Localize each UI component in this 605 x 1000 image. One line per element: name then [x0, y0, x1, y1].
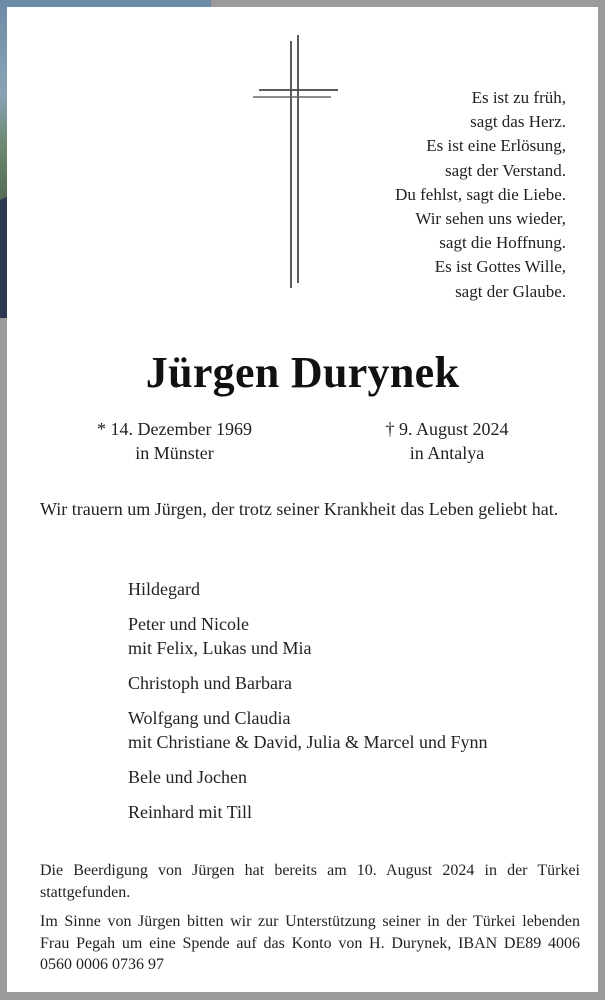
- family-names: Christoph und Barbara: [128, 673, 292, 693]
- family-list: [128, 577, 487, 835]
- poem-line: Du fehlst, sagt die Liebe.: [395, 184, 566, 204]
- birth-info: [62, 417, 287, 465]
- deceased-name: Jürgen Durynek: [145, 348, 460, 397]
- family-group: [128, 706, 487, 754]
- poem-line: sagt die Hoffnung.: [439, 233, 566, 253]
- obituary-card: [7, 7, 598, 992]
- family-names: Wolfgang und Claudia: [128, 708, 291, 728]
- poem-line: Es ist zu früh,: [471, 88, 566, 107]
- family-children: mit Christiane & David, Julia & Marcel und Fynn: [128, 732, 488, 752]
- family-group: [128, 800, 487, 824]
- footer-notice: [40, 860, 580, 984]
- birth-date: * 14. Dezember 1969: [97, 419, 252, 439]
- poem-line: sagt der Glaube.: [455, 281, 566, 301]
- poem-line: Es ist eine Erlösung,: [426, 136, 566, 156]
- death-info: [337, 417, 557, 465]
- poem-line: sagt das Herz.: [470, 112, 566, 132]
- donation-request: Im Sinne von Jürgen bitten wir zur Unterstützung seiner in der Türkei lebenden Frau Pegah um eine Spende auf das Konto von H. Durynek, IBAN DE89 4006 0560 0006 0736 97: [40, 913, 580, 973]
- family-children: mit Felix, Lukas und Mia: [128, 638, 312, 658]
- family-group: [128, 612, 487, 660]
- funeral-notice: Die Beerdigung von Jürgen hat bereits am 10. August 2024 in der Türkei stattgefunden.: [40, 862, 580, 901]
- mourning-statement: Wir trauern um Jürgen, der trotz seiner Krankheit das Leben geliebt hat.: [40, 499, 559, 519]
- death-date: † 9. August 2024: [385, 419, 509, 439]
- family-names: Peter und Nicole: [128, 614, 249, 634]
- family-names: Reinhard mit Till: [128, 802, 253, 822]
- family-group: [128, 765, 487, 789]
- family-group: [128, 577, 487, 601]
- poem: [395, 86, 566, 304]
- family-names: Bele und Jochen: [128, 767, 247, 787]
- poem-line: Es ist Gottes Wille,: [434, 257, 566, 277]
- family-names: Hildegard: [128, 579, 200, 599]
- poem-line: sagt der Verstand.: [444, 160, 566, 180]
- death-place: in Antalya: [409, 443, 485, 463]
- family-group: [128, 671, 487, 695]
- birth-place: in Münster: [135, 443, 214, 463]
- poem-line: Wir sehen uns wieder,: [415, 209, 566, 229]
